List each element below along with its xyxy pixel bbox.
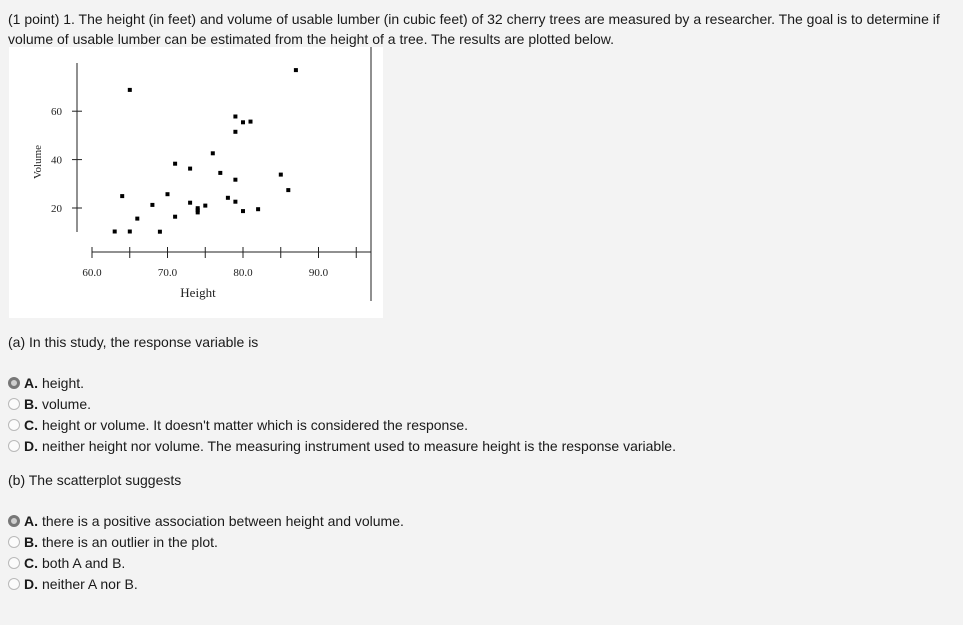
- radio-button-selected[interactable]: [8, 515, 20, 527]
- x-tick-label: 70.0: [157, 267, 178, 279]
- option-letter: C.: [24, 554, 38, 571]
- data-point: [233, 130, 237, 134]
- part-a-question: (a) In this study, the response variable is: [8, 334, 259, 350]
- option-text: there is a positive association between height and volume.: [42, 512, 404, 529]
- radio-button-selected[interactable]: [8, 377, 20, 389]
- data-point: [128, 88, 132, 92]
- option-letter: A.: [24, 512, 38, 529]
- x-tick-label: 90.0: [308, 267, 329, 279]
- data-point: [128, 230, 132, 234]
- option-text: both A and B.: [42, 554, 126, 571]
- data-point: [294, 68, 298, 72]
- data-point: [158, 230, 162, 234]
- data-point: [173, 215, 177, 219]
- part_a-option-d[interactable]: [8, 435, 676, 456]
- option-text: volume.: [42, 395, 92, 412]
- data-point: [279, 173, 283, 177]
- part_b-option-d[interactable]: [8, 573, 138, 594]
- y-tick-label: 60: [51, 106, 62, 119]
- data-point: [196, 210, 200, 214]
- data-point: [256, 207, 260, 211]
- part_a-option-a[interactable]: [8, 372, 84, 393]
- option-text: height or volume. It doesn't matter which is considered the response.: [42, 416, 469, 433]
- option-text: neither A nor B.: [42, 575, 138, 592]
- radio-button[interactable]: [8, 419, 20, 431]
- part_a-option-c[interactable]: [8, 414, 468, 435]
- data-point: [113, 230, 117, 234]
- data-point: [211, 151, 215, 155]
- part_b-option-b[interactable]: [8, 531, 218, 552]
- radio-button[interactable]: [8, 578, 20, 590]
- question-prompt: (1 point) 1. The height (in feet) and volume of usable lumber (in cubic feet) of 32 cherry trees are measured by a researcher. The goal is to determine if volume of usable lumber can be estimated from the height of a tree. The results are plotted below.: [8, 11, 940, 47]
- y-axis-label: Volume: [32, 144, 44, 180]
- data-point: [188, 201, 192, 205]
- data-points: [113, 68, 298, 234]
- y-tick-label: 20: [51, 203, 62, 215]
- data-point: [218, 171, 222, 175]
- radio-button[interactable]: [8, 398, 20, 410]
- data-point: [203, 204, 207, 208]
- part-b-question: (b) The scatterplot suggests: [8, 472, 182, 488]
- part_a-option-b[interactable]: [8, 393, 91, 414]
- x-tick-label: 80.0: [233, 267, 253, 279]
- data-point: [120, 194, 124, 198]
- y-tick-label: 40: [51, 154, 62, 167]
- data-point: [241, 209, 245, 213]
- data-point: [241, 120, 245, 124]
- data-point: [166, 192, 170, 196]
- data-point: [135, 217, 139, 221]
- option-text: height.: [42, 374, 85, 391]
- part_b-option-c[interactable]: [8, 552, 125, 573]
- radio-button[interactable]: [8, 557, 20, 569]
- option-letter: A.: [24, 374, 38, 391]
- x-tick-label: 60.0: [82, 267, 102, 279]
- data-point: [249, 120, 253, 124]
- data-point: [173, 162, 177, 166]
- data-point: [233, 200, 237, 204]
- data-point: [196, 206, 200, 210]
- option-letter: B.: [24, 395, 38, 412]
- data-point: [233, 115, 237, 119]
- radio-button[interactable]: [8, 536, 20, 548]
- data-point: [188, 167, 192, 171]
- part_b-option-a[interactable]: [8, 510, 404, 531]
- data-point: [233, 178, 237, 182]
- data-point: [226, 196, 230, 200]
- option-letter: D.: [24, 437, 38, 454]
- option-letter: B.: [24, 533, 38, 550]
- data-point: [150, 203, 154, 207]
- option-letter: D.: [24, 575, 38, 592]
- scatterplot: [9, 47, 383, 318]
- scatterplot-panel: [9, 47, 383, 318]
- radio-button[interactable]: [8, 440, 20, 452]
- option-text: there is an outlier in the plot.: [42, 533, 218, 550]
- data-point: [286, 188, 290, 192]
- x-axis-label: Height: [180, 285, 216, 300]
- option-text: neither height nor volume. The measuring instrument used to measure height is the response variable.: [42, 437, 676, 454]
- option-letter: C.: [24, 416, 38, 433]
